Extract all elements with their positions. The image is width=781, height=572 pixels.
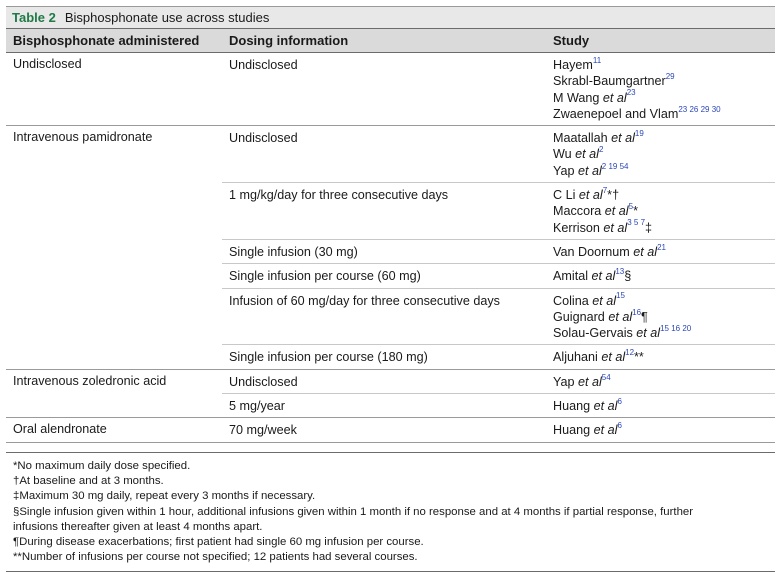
table-row [222,289,775,346]
study-author: Aljuhani [553,350,602,365]
study-author: Maatallah [553,131,612,146]
et-al: et al [608,309,633,324]
study-author: Solau-Gervais [553,326,637,341]
study-citation [553,325,775,341]
table-header [6,28,775,53]
drug-cell: Undisclosed [13,57,82,71]
study-citation [553,187,775,203]
study-citation [553,146,775,162]
reference-link[interactable]: 29 [665,72,675,82]
table-caption [6,6,775,28]
et-al: et al [578,188,603,203]
footnote-symbol: * [633,204,638,219]
study-citation [553,309,775,325]
study-author: Maccora [553,204,605,219]
table-group [6,418,775,442]
study-citation [553,349,775,365]
table-group [6,370,775,419]
study-citation [553,220,775,236]
footnote-line: **Number of infusions per course not specified; 12 patients had several courses. [13,551,418,564]
et-al: et al [633,244,658,259]
study-author: Van Doornum [553,244,634,259]
footnote-line: ¶During disease exacerbations; first patient had single 60 mg infusion per course. [13,536,424,549]
column-header-bisphosphonate: Bisphosphonate administered [13,33,200,48]
drug-cell: Intravenous pamidronate [13,130,153,145]
study-cell [546,57,775,122]
study-author: Zwaenepoel and Vlam [553,106,679,121]
reference-link[interactable]: 6 [617,421,622,431]
table-row [222,264,775,288]
study-author: Huang [553,399,594,414]
reference-link[interactable]: 6 [617,396,622,406]
study-author: Yap [553,374,578,389]
dosing-cell: Undisclosed [229,374,298,389]
study-author: Kerrison [553,220,604,235]
study-citation [553,398,775,414]
reference-link[interactable]: 15 16 20 [660,323,692,333]
study-author: Wu [553,147,576,162]
table-row [222,418,775,441]
footnote-symbol: ** [634,350,644,365]
table-row [222,370,775,394]
et-al: et al [577,163,602,178]
dosing-cell: 1 mg/kg/day for three consecutive days [229,188,449,203]
reference-link[interactable]: 3 5 7 [627,218,646,228]
table-row [222,394,775,417]
footnote-line: ‡Maximum 30 mg daily, repeat every 3 months if necessary. [13,490,316,503]
study-cell [546,422,775,438]
reference-link[interactable]: 16 [632,307,642,317]
footnote-symbol: ‡ [645,220,653,235]
dosing-cell: Undisclosed [229,131,298,146]
et-al: et al [593,423,618,438]
study-cell [546,349,775,365]
study-author: C Li [553,188,579,203]
study-cell [546,293,775,342]
study-author: Guignard [553,309,609,324]
study-author: Yap [553,163,578,178]
reference-link[interactable]: 23 26 29 30 [678,104,721,114]
footnote-symbol: ¶ [641,309,648,324]
dosing-cell: Single infusion per course (180 mg) [229,350,428,365]
table-body [6,53,775,443]
reference-link[interactable]: 19 [634,129,644,138]
et-al: et al [611,131,635,146]
reference-link[interactable]: 11 [592,55,602,65]
study-author: Skrabl-Baumgartner [553,74,666,89]
et-al: et al [601,350,626,365]
study-citation [553,73,775,89]
column-header-study: Study [553,33,590,48]
study-cell [546,187,775,236]
table-row [222,345,775,368]
reference-link[interactable]: 2 [598,145,604,155]
column-header-dosing: Dosing information [229,33,349,48]
study-author: Huang [553,423,594,438]
et-al: et al [575,147,599,162]
reference-link[interactable]: 13 [615,267,625,277]
et-al: et al [602,90,627,105]
study-citation [553,57,775,73]
study-citation [553,130,775,146]
study-citation [553,422,775,438]
reference-link[interactable]: 7 [602,185,608,195]
et-al: et al [636,326,661,341]
study-cell [546,398,775,414]
study-cell [546,374,775,390]
table-title: Bisphosphonate use across studies [64,10,270,25]
table-container [6,6,775,572]
table-row [222,240,775,264]
et-al: et al [591,269,616,284]
study-citation [553,374,775,390]
reference-link[interactable]: 54 [601,372,611,382]
et-al: et al [604,204,629,219]
table-row [222,53,775,125]
footnote-symbol: § [624,269,632,284]
study-cell [546,130,775,179]
table-group [6,126,775,370]
reference-link[interactable]: 2 19 54 [601,161,629,171]
et-al: et al [593,399,618,414]
study-author: Hayem [553,58,593,72]
footnote-line: infusions thereafter given at least 4 months apart. [13,520,263,533]
et-al: et al [603,220,628,235]
study-citation [553,293,775,309]
table-group [6,53,775,126]
dosing-cell: 70 mg/week [229,423,297,438]
footnote-line: *No maximum daily dose specified. [13,459,191,472]
drug-cell: Intravenous zoledronic acid [13,373,167,388]
dosing-cell: Undisclosed [229,58,298,72]
study-citation [553,203,775,219]
study-author: Amital [553,269,592,284]
footnotes [6,452,775,566]
et-al: et al [577,374,602,389]
study-citation [553,90,775,106]
study-citation [553,244,775,260]
study-cell [546,268,775,284]
reference-link[interactable]: 15 [616,291,625,301]
dosing-cell: Single infusion per course (60 mg) [229,269,421,284]
drug-cell: Oral alendronate [13,422,107,437]
reference-link[interactable]: 21 [657,242,666,252]
reference-link[interactable]: 12 [625,348,635,358]
study-cell [546,244,775,260]
study-citation [553,163,775,179]
dosing-cell: Single infusion (30 mg) [229,244,358,259]
footnote-line: †At baseline and at 3 months. [13,474,164,487]
et-al: et al [592,293,617,308]
study-citation [553,106,775,122]
table-label: Table 2 [12,10,56,25]
table-row [222,183,775,240]
dosing-cell: 5 mg/year [229,399,285,414]
footnote-line: §Single infusion given within 1 hour, additional infusions given within 1 month if no response and at 4 months if partial response, further [13,505,694,518]
study-author: Colina [553,293,593,308]
reference-link[interactable]: 23 [626,88,636,98]
reference-link[interactable]: 5 [628,202,634,212]
study-citation [553,268,775,284]
footnote-symbol: *† [607,188,620,203]
table-row [222,126,775,183]
dosing-cell: Infusion of 60 mg/day for three consecutive days [229,293,500,308]
study-author: M Wang [553,90,603,105]
